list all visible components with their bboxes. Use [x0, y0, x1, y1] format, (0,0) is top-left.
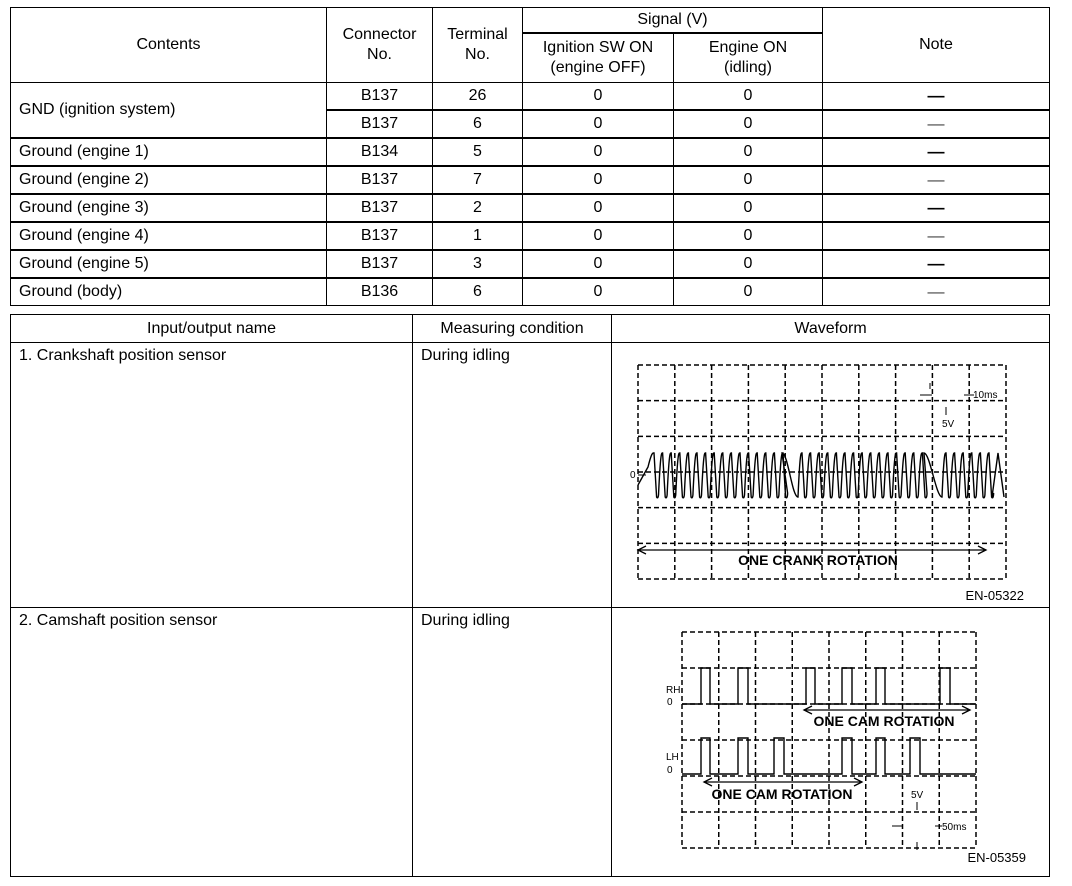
note-cell: —	[823, 222, 1050, 250]
contents-cell: Ground (engine 5)	[11, 250, 327, 278]
table-row	[11, 83, 1050, 111]
contents-cell: Ground (engine 3)	[11, 194, 327, 222]
connector-cell: B137	[327, 194, 433, 222]
crank-rotation-label: ONE CRANK ROTATION	[738, 552, 898, 568]
terminal-cell: 6	[433, 278, 523, 306]
connector-cell: B136	[327, 278, 433, 306]
ign-cell: 0	[523, 278, 674, 306]
contents-cell: Ground (engine 2)	[11, 166, 327, 194]
table-row	[11, 278, 1050, 306]
cam-waveform-cell	[612, 608, 1050, 877]
ign-cell: 0	[523, 194, 674, 222]
contents-cell: Ground (engine 4)	[11, 222, 327, 250]
note-cell: —	[823, 250, 1050, 278]
waveform-table	[10, 314, 1050, 877]
terminal-cell: 26	[433, 83, 523, 111]
header-signal: Signal (V)	[523, 8, 823, 34]
header-contents: Contents	[11, 8, 327, 83]
ign-cell: 0	[523, 222, 674, 250]
ign-cell: 0	[523, 110, 674, 138]
header-measuring-condition: Measuring condition	[413, 315, 612, 343]
connector-cell: B137	[327, 83, 433, 111]
condition-cell: During idling	[413, 343, 612, 608]
note-cell: —	[823, 166, 1050, 194]
header-terminal: Terminal No.	[433, 8, 523, 83]
crank-figure-id: EN-05322	[965, 588, 1024, 603]
connector-cell: B137	[327, 166, 433, 194]
eng-cell: 0	[674, 194, 823, 222]
table-row	[11, 250, 1050, 278]
eng-cell: 0	[674, 278, 823, 306]
terminal-cell: 2	[433, 194, 523, 222]
note-cell: —	[823, 138, 1050, 166]
ign-cell: 0	[523, 250, 674, 278]
crank-zero-label: 0	[630, 470, 636, 481]
cam-time-scale-label: 50ms	[942, 822, 967, 833]
cam-rh-label: RH	[666, 685, 681, 696]
gnd-label: GND (ignition system)	[11, 83, 327, 139]
terminal-cell: 6	[433, 110, 523, 138]
note-cell: —	[823, 278, 1050, 306]
crank-time-scale-label: 10ms	[973, 390, 998, 401]
contents-cell: Ground (body)	[11, 278, 327, 306]
table-row	[11, 608, 1050, 877]
eng-cell: 0	[674, 166, 823, 194]
eng-cell: 0	[674, 110, 823, 138]
cam-rh-zero-label: 0	[667, 697, 673, 708]
crank-signal-trace	[638, 453, 1004, 498]
table-row	[11, 343, 1050, 608]
table-row	[11, 166, 1050, 194]
ign-cell: 0	[523, 83, 674, 111]
table-row	[11, 138, 1050, 166]
eng-cell: 0	[674, 222, 823, 250]
note-cell: —	[823, 83, 1050, 111]
header-note: Note	[823, 8, 1050, 83]
eng-cell: 0	[674, 138, 823, 166]
contents-cell: Ground (engine 1)	[11, 138, 327, 166]
connector-cell: B137	[327, 110, 433, 138]
terminal-cell: 1	[433, 222, 523, 250]
cam-figure-id: EN-05359	[967, 850, 1026, 865]
table-row	[11, 222, 1050, 250]
cam-rotation-label-top: ONE CAM ROTATION	[813, 713, 955, 729]
header-io-name: Input/output name	[11, 315, 413, 343]
crank-volt-scale-label: 5V	[942, 419, 955, 430]
eng-cell: 0	[674, 250, 823, 278]
connector-cell: B137	[327, 222, 433, 250]
terminal-cell: 5	[433, 138, 523, 166]
header-engine-on: Engine ON (idling)	[674, 33, 823, 83]
eng-cell: 0	[674, 83, 823, 111]
cam-volt-scale-label: 5V	[911, 790, 924, 801]
header-waveform: Waveform	[612, 315, 1050, 343]
cam-waveform-figure	[612, 608, 1048, 876]
terminal-signal-table	[10, 7, 1050, 306]
cam-lh-zero-label: 0	[667, 765, 673, 776]
cam-lh-label: LH	[666, 752, 679, 763]
crank-waveform-figure	[612, 343, 1048, 607]
header-connector: Connector No.	[327, 8, 433, 83]
terminal-cell: 7	[433, 166, 523, 194]
note-cell: —	[823, 110, 1050, 138]
crank-waveform-cell	[612, 343, 1050, 608]
header-ign-on: Ignition SW ON (engine OFF)	[523, 33, 674, 83]
connector-cell: B137	[327, 250, 433, 278]
ign-cell: 0	[523, 166, 674, 194]
terminal-cell: 3	[433, 250, 523, 278]
cam-rotation-label-bottom: ONE CAM ROTATION	[711, 786, 853, 802]
note-cell: —	[823, 194, 1050, 222]
io-name-cell: 1. Crankshaft position sensor	[11, 343, 413, 608]
io-name-cell: 2. Camshaft position sensor	[11, 608, 413, 877]
condition-cell: During idling	[413, 608, 612, 877]
ign-cell: 0	[523, 138, 674, 166]
table-row	[11, 194, 1050, 222]
connector-cell: B134	[327, 138, 433, 166]
